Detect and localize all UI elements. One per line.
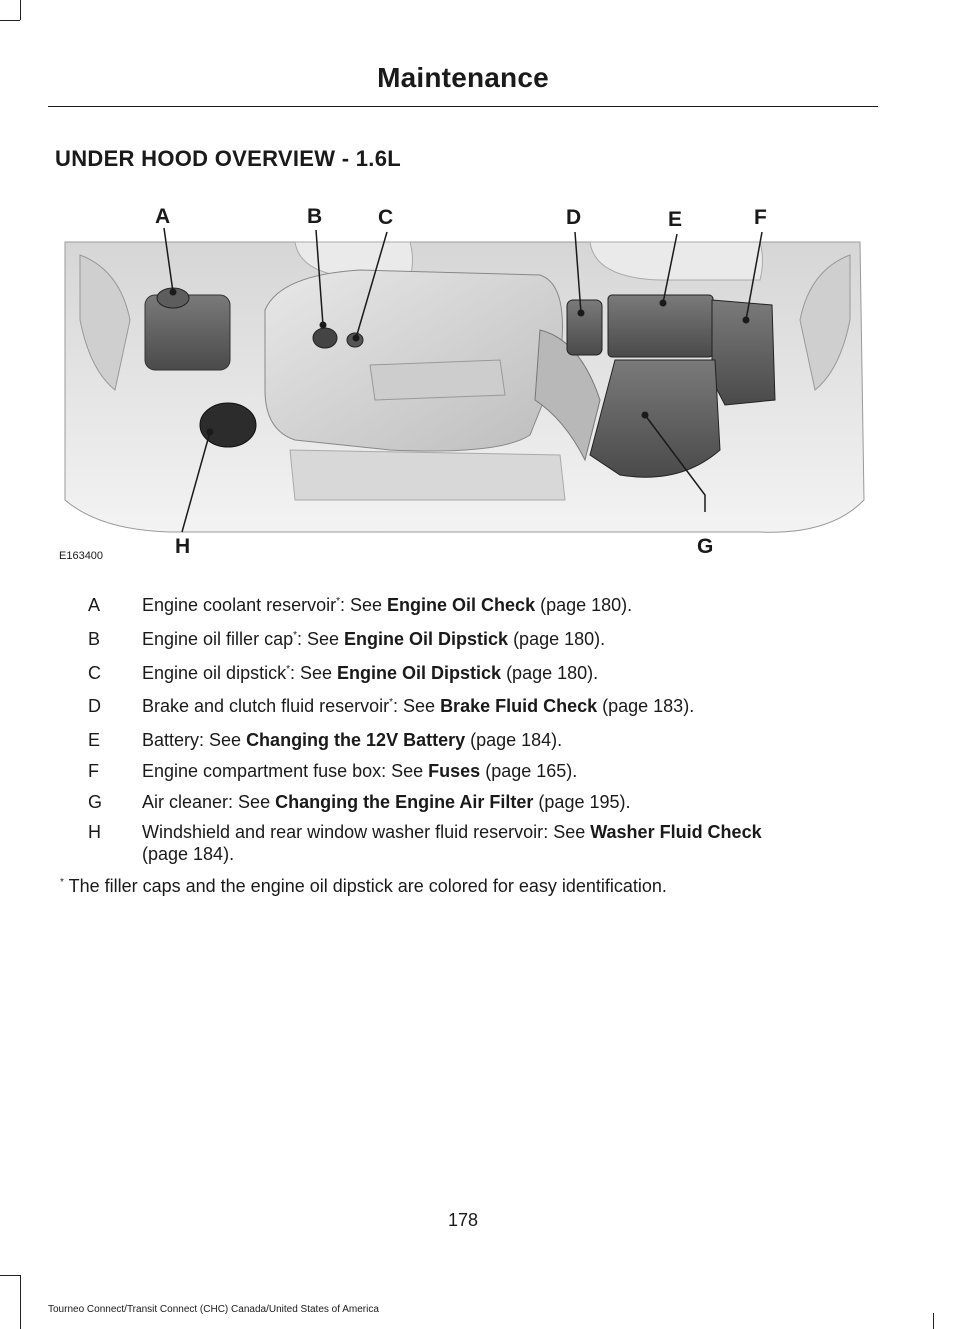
item-text: Engine oil dipstick (142, 663, 287, 683)
crop-mark (933, 1313, 934, 1329)
item-sep: : See (393, 696, 441, 716)
item-letter: E (88, 730, 101, 750)
figure-id: E163400 (59, 550, 104, 562)
item-page-ref: (page 184). (465, 730, 563, 750)
cross-reference-link[interactable]: Engine Oil Check (387, 595, 536, 615)
asterisk-mark: * (60, 877, 64, 888)
item-text: Windshield and rear window washer fluid reservoir (142, 822, 544, 842)
callout-g: G (697, 535, 714, 558)
cross-reference-link[interactable]: Engine Oil Dipstick (337, 663, 502, 683)
callout-d: D (566, 206, 582, 229)
item-page-ref: (page 184). (142, 844, 235, 864)
item-letter: B (88, 629, 101, 649)
item-text: Brake and clutch fluid reservoir (142, 696, 390, 716)
asterisk-mark: * (389, 697, 394, 708)
item-letter: G (88, 792, 103, 812)
item-sep: : See (199, 730, 247, 750)
asterisk-mark: * (293, 630, 297, 641)
item-text: Engine compartment fuse box (142, 761, 382, 781)
crop-mark (20, 1275, 21, 1329)
item-page-ref: (page 165). (480, 761, 578, 781)
cross-reference-link[interactable]: Fuses (428, 761, 481, 781)
item-sep: : See (228, 792, 276, 812)
header-rule (48, 106, 878, 107)
cross-reference-link[interactable]: Changing the 12V Battery (246, 730, 466, 750)
item-letter: D (88, 696, 101, 716)
callout-h: H (175, 535, 191, 558)
callout-c: C (378, 206, 394, 229)
asterisk-mark: * (336, 596, 341, 607)
item-text: Engine coolant reservoir (142, 595, 337, 615)
crop-mark (0, 1275, 20, 1276)
item-letter: C (88, 663, 101, 683)
cross-reference-link[interactable]: Brake Fluid Check (440, 696, 598, 716)
engine-bay-illustration (60, 200, 866, 570)
item-page-ref: (page 195). (533, 792, 631, 812)
item-sep: : See (297, 629, 345, 649)
item-sep: : See (340, 595, 388, 615)
item-sep: : See (381, 761, 429, 781)
item-page-ref: (page 180). (508, 629, 606, 649)
crop-mark (20, 0, 21, 20)
asterisk-mark: * (286, 664, 290, 675)
footer-text: Tourneo Connect/Transit Connect (CHC) Canada/United States of America (48, 1304, 379, 1315)
footnote (60, 876, 667, 897)
callout-b: B (307, 205, 323, 228)
cross-reference-link[interactable]: Engine Oil Dipstick (344, 629, 509, 649)
item-sep: : See (290, 663, 338, 683)
page-section-title: Maintenance (377, 62, 549, 93)
item-letter: A (88, 595, 101, 615)
cross-reference-link[interactable]: Changing the Engine Air Filter (275, 792, 534, 812)
callout-f: F (754, 206, 767, 229)
page-heading: UNDER HOOD OVERVIEW - 1.6L (55, 146, 401, 171)
item-page-ref: (page 180). (501, 663, 599, 683)
cross-reference-link[interactable]: Washer Fluid Check (590, 822, 762, 842)
item-text: Engine oil filler cap (142, 629, 294, 649)
item-letter: F (88, 761, 99, 781)
callout-a: A (155, 205, 171, 228)
footnote-text: The filler caps and the engine oil dipstick are colored for easy identification. (63, 876, 667, 896)
page-number: 178 (447, 1210, 479, 1230)
item-text: Battery (142, 730, 200, 750)
callout-e: E (668, 208, 683, 231)
crop-mark (0, 20, 20, 21)
item-page-ref: (page 183). (597, 696, 695, 716)
item-sep: : See (543, 822, 591, 842)
item-letter: H (88, 822, 101, 842)
item-page-ref: (page 180). (535, 595, 633, 615)
item-text: Air cleaner (142, 792, 229, 812)
